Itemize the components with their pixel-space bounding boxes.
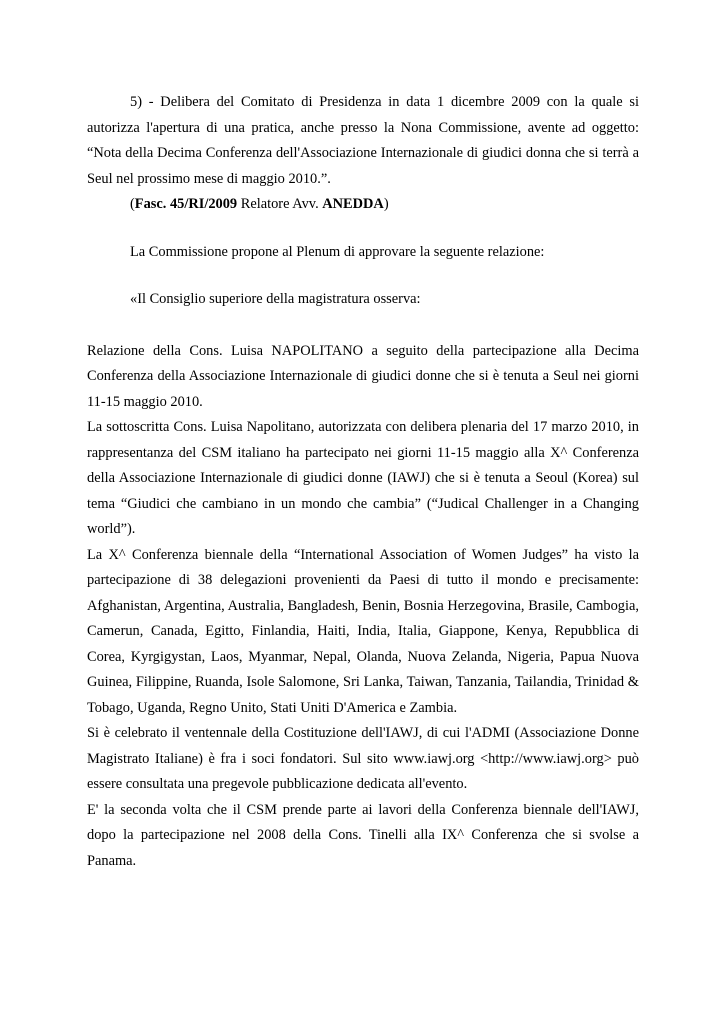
council-opening: «Il Consiglio superiore della magistratura osserva: — [130, 291, 421, 307]
report-title-paragraph: Relazione della Cons. Luisa NAPOLITANO a seguito della partecipazione alla Decima Conferenza della Associazione Internazionale di giudici donne che si è tenuta a Seul nei giorni 11-15 maggio 2010. — [87, 342, 639, 410]
agenda-item-5: 5) - Delibera del Comitato di Presidenza in data 1 dicembre 2009 con la quale si autorizza l'apertura di una pratica, anche presso la Nona Commissione, avente ad oggetto: “Nota della Decima Conferenza dell'Associazione Internazionale di giudici donna che si terrà a Seul nel prossimo mese di maggio 2010.”. — [87, 94, 639, 187]
document-body — [87, 90, 639, 874]
file-reference-close: ) — [383, 196, 389, 212]
rapporteur-name: ANEDDA — [322, 196, 384, 212]
anniversary-paragraph: Si è celebrato il ventennale della Costituzione dell'IAWJ, di cui l'ADMI (Associazione Donne Magistrato Italiane) è fra i soci fondatori. Sul sito www.iawj.org <http://www.iawj.org> può essere consultata una pregevole pubblicazione dedicata all'evento. — [87, 725, 639, 792]
participation-paragraph: La sottoscritta Cons. Luisa Napolitano, autorizzata con delibera plenaria del 17 marzo 2010, in rappresentanza del CSM italiano ha partecipato nei giorni 11-15 maggio alla X^ Conferenza della Associazione Internazionale di giudici donne (IAWJ) che si è tenuta a Seoul (Korea) sul tema “Giudici che cambiano in un mondo che cambia” (“Judical Challenger in a Changing world”). — [87, 419, 639, 537]
file-reference-middle: Relatore Avv. — [237, 196, 323, 212]
file-reference — [87, 192, 639, 218]
commission-proposal: La Commissione propone al Plenum di approvare la seguente relazione: — [130, 243, 545, 260]
file-reference-open: ( — [130, 196, 135, 212]
delegations-paragraph: La X^ Conferenza biennale della “International Association of Women Judges” ha visto la partecipazione di 38 delegazioni provenienti da Paesi di tutto il mondo e precisamente: Afghanistan, Argentina, Australia, Bangladesh, Benin, Bosnia Herzegovina, Brasile, Cambogia, Camerun, Canada, Egitto, Finlandia, Haiti, India, Italia, Giappone, Kenya, Repubblica di Corea, Kyrgigystan, Laos, Myanmar, Nepal, Olanda, Nuova Zelanda, Nigeria, Papua Nuova Guinea, Filippine, Ruanda, Isole Salomone, Sri Lanka, Taiwan, Tanzania, Tailandia, Trinidad & Tobago, Uganda, Regno Unito, Stati Uniti D'America e Zambia. — [87, 546, 639, 716]
file-code: Fasc. 45/RI/2009 — [134, 196, 238, 212]
previous-participation-paragraph: E' la seconda volta che il CSM prende parte ai lavori della Conferenza biennale dell'IAWJ, dopo la partecipazione nel 2008 della Cons. Tinelli alla IX^ Conferenza che si svolse a Panama. — [87, 801, 639, 869]
